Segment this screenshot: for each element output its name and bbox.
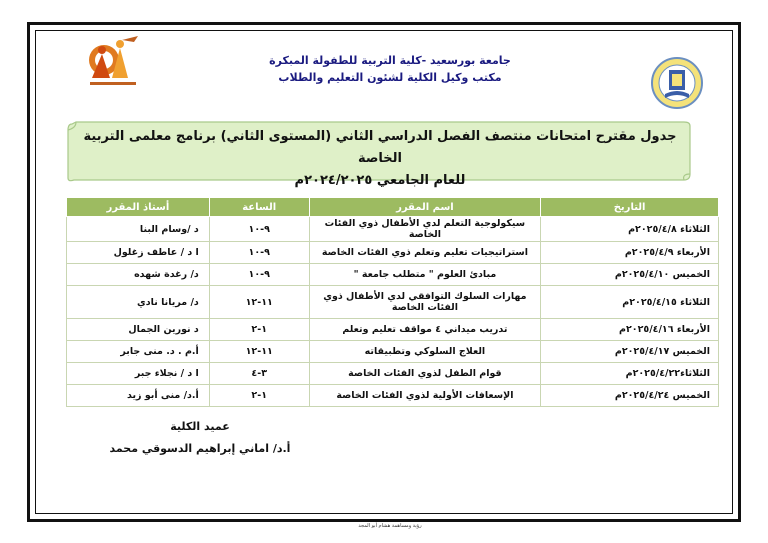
dean-role: عميد الكلية: [170, 420, 230, 433]
cell-time: ١-٢: [209, 319, 309, 341]
table-row: [67, 319, 719, 341]
cell-date: الخميس ٢٠٢٥/٤/١٧م: [541, 341, 719, 363]
cell-course: استراتيجيات تعليم وتعلم ذوي الفئات الخاصة: [309, 242, 541, 264]
cell-course: الإسعافات الأولية لذوي الفئات الخاصة: [309, 385, 541, 407]
cell-professor: د نورين الجمال: [67, 319, 210, 341]
cell-course: تدريب ميداني ٤ مواقف تعليم وتعلم: [309, 319, 541, 341]
table-row: [67, 385, 719, 407]
cell-course: مهارات السلوك التوافقي لدي الأطفال ذوي الفئات الخاصة: [309, 286, 541, 319]
cell-date: الخميس ٢٠٢٥/٤/٢٤م: [541, 385, 719, 407]
cell-professor: د /وسام البنا: [67, 217, 210, 242]
table-row: [67, 286, 719, 319]
dean-signature-block: [100, 416, 300, 460]
schedule-title: [80, 126, 680, 192]
cell-time: ٩-١٠: [209, 264, 309, 286]
header-time: الساعة: [209, 198, 309, 217]
cell-course: قوام الطفل لذوي الفئات الخاصة: [309, 363, 541, 385]
cell-course: العلاج السلوكي وتطبيقاته: [309, 341, 541, 363]
cell-professor: أ.م . د. منى جابر: [67, 341, 210, 363]
cell-professor: ا د / نجلاء جبر: [67, 363, 210, 385]
dean-name: أ.د/ اماني إبراهيم الدسوقي محمد: [109, 442, 291, 455]
cell-course: سيكولوجية التعلم لدي الأطفال ذوي الفئات الخاصة: [309, 217, 541, 242]
cell-time: ٩-١٠: [209, 242, 309, 264]
header-professor: أستاذ المقرر: [67, 198, 210, 217]
university-logo: [650, 56, 704, 110]
university-header: [240, 52, 540, 86]
footer-note: رؤية ومساهمة هشام أبو المجد: [358, 523, 422, 529]
cell-professor: أ.د/ منى أبو زيد: [67, 385, 210, 407]
cell-time: ١-٢: [209, 385, 309, 407]
cell-professor: ا د / عاطف زغلول: [67, 242, 210, 264]
header-date: التاريخ: [541, 198, 719, 217]
cell-professor: د/ رغدة شهده: [67, 264, 210, 286]
cell-time: ١١-١٢: [209, 286, 309, 319]
table-header-row: [67, 198, 719, 217]
header-line-1: جامعة بورسعيد -كلية التربية للطفولة المبكرة: [269, 54, 511, 67]
table-row: [67, 341, 719, 363]
cell-date: الثلاثاء ٢٠٢٥/٤/١٥م: [541, 286, 719, 319]
title-line-2: للعام الجامعي ٢٠٢٤/٢٠٢٥م: [294, 173, 466, 188]
table-row: [67, 242, 719, 264]
cell-time: ٣-٤: [209, 363, 309, 385]
cell-date: الخميس ٢٠٢٥/٤/١٠م: [541, 264, 719, 286]
table-row: [67, 264, 719, 286]
cell-course: مبادئ العلوم " متطلب جامعة ": [309, 264, 541, 286]
table-row: [67, 363, 719, 385]
table-row: [67, 217, 719, 242]
title-line-1: جدول مقترح امتحانات منتصف الفصل الدراسي الثاني (المستوى الثاني) برنامج معلمى التربية الخاصة: [83, 129, 677, 166]
cell-time: ٩-١٠: [209, 217, 309, 242]
exam-schedule-table: [66, 197, 719, 407]
cell-professor: د/ مريانا نادي: [67, 286, 210, 319]
header-line-2: مكتب وكيل الكلية لشئون التعليم والطلاب: [278, 71, 502, 84]
cell-time: ١١-١٢: [209, 341, 309, 363]
cell-date: الأربعاء ٢٠٢٥/٤/١٦م: [541, 319, 719, 341]
cell-date: الثلاثاء ٢٠٢٥/٤/٨م: [541, 217, 719, 242]
cell-date: الثلاثاء٢٠٢٥/٤/٢٢م: [541, 363, 719, 385]
cell-date: الأربعاء ٢٠٢٥/٤/٩م: [541, 242, 719, 264]
header-course: اسم المقرر: [309, 198, 541, 217]
faculty-logo: [82, 34, 144, 92]
